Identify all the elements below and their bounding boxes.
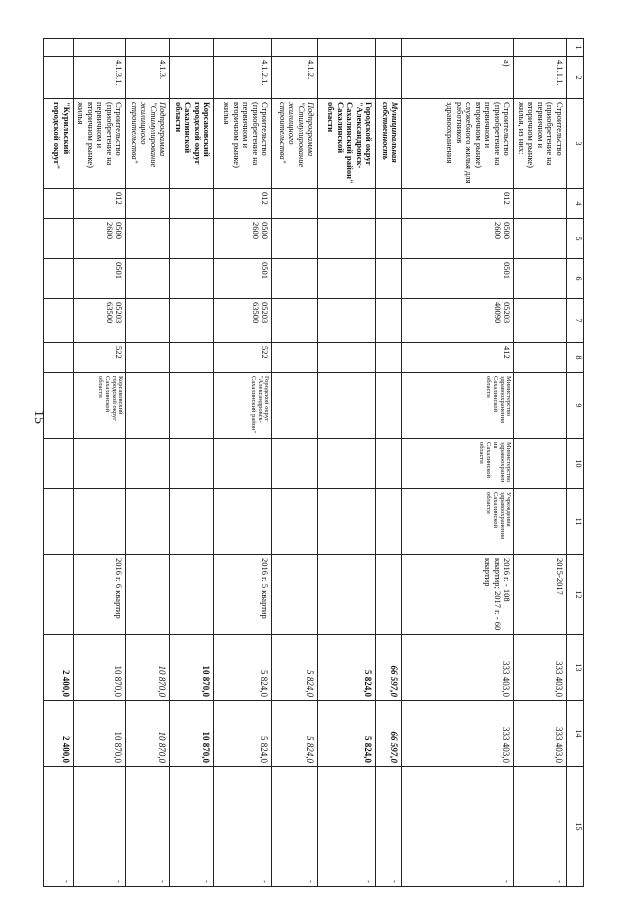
rotated-table-wrapper [52, 38, 584, 886]
table-cell [318, 343, 376, 373]
table-cell: 10 870,0 [126, 635, 170, 701]
table-cell [43, 489, 73, 555]
table-cell: 333 403,0 [514, 701, 567, 767]
table-cell: Министерство здравоохранения Сахалинской области [402, 373, 514, 439]
table-cell [170, 343, 214, 373]
table-cell: 10 870,0 [73, 635, 126, 701]
budget-table [43, 38, 584, 887]
table-cell: 10 870,0 [73, 701, 126, 767]
column-header: 9 [567, 373, 584, 439]
table-cell: Строительство (приобретение на первичном и вторичном рынке) жилья, из них: [514, 99, 567, 189]
table-cell [170, 489, 214, 555]
table-cell [402, 39, 514, 57]
table-cell [170, 439, 214, 489]
table-cell [170, 219, 214, 259]
table-cell [126, 259, 170, 299]
table-cell: 333 403,0 [402, 701, 514, 767]
table-container [52, 38, 584, 886]
column-header: 15 [567, 767, 584, 887]
table-cell [43, 39, 73, 57]
table-cell: 66 597,0 [376, 635, 402, 701]
table-cell [126, 439, 170, 489]
table-cell: 4.1.3.1. [73, 57, 126, 99]
table-cell [272, 555, 318, 635]
table-cell [170, 299, 214, 343]
table-row [318, 39, 376, 887]
table-cell [126, 373, 170, 439]
table-cell: - [402, 767, 514, 887]
table-cell [514, 373, 567, 439]
table-cell: 412 [402, 343, 514, 373]
table-cell [514, 259, 567, 299]
table-cell: Учреждения здравоохранения Сахалинской области [402, 489, 514, 555]
table-cell [43, 343, 73, 373]
table-cell: - [318, 767, 376, 887]
column-header: 3 [567, 99, 584, 189]
table-row [126, 39, 170, 887]
table-cell: 10 870,0 [126, 701, 170, 767]
table-cell [514, 219, 567, 259]
table-cell: Министерство здравоохранения Сахалинской области [402, 439, 514, 489]
table-cell: 05203 63500 [214, 299, 272, 343]
table-cell [272, 343, 318, 373]
column-header: 1 [567, 39, 584, 57]
table-cell: 0501 [214, 259, 272, 299]
table-cell [126, 219, 170, 259]
table-cell: Городской округ "Александровск-Сахалинский район" [214, 373, 272, 439]
table-cell [126, 343, 170, 373]
table-cell: - [170, 767, 214, 887]
table-cell [318, 489, 376, 555]
table-body [43, 39, 583, 887]
table-cell [272, 299, 318, 343]
table-cell: 012 [73, 189, 126, 219]
table-cell: 0501 [402, 259, 514, 299]
table-cell [126, 299, 170, 343]
table-cell: Строительство (приобретение на первичном и вторичном рынке) служебного жилья для работников здравоохранения [402, 99, 514, 189]
table-cell: 4.1.1.1. [514, 57, 567, 99]
table-cell: 522 [214, 343, 272, 373]
table-cell [376, 555, 402, 635]
table-cell [318, 439, 376, 489]
table-cell [126, 489, 170, 555]
column-header: 7 [567, 299, 584, 343]
table-cell [170, 39, 214, 57]
table-cell: Строительство (приобретение на первичном и вторичном рынке) жилья [214, 99, 272, 189]
table-cell: 5 824,0 [214, 701, 272, 767]
table-cell [318, 39, 376, 57]
table-cell [514, 299, 567, 343]
table-row [170, 39, 214, 887]
table-cell: 4.1.2. [272, 57, 318, 99]
table-cell [170, 189, 214, 219]
table-cell: 2016 г. - 108 квартир; 2017 г. - 60 квартир [402, 555, 514, 635]
table-row [214, 39, 272, 887]
table-cell [43, 299, 73, 343]
table-cell [43, 555, 73, 635]
column-header: 10 [567, 439, 584, 489]
table-cell: 012 [402, 189, 514, 219]
table-cell [318, 57, 376, 99]
table-cell [214, 39, 272, 57]
table-cell: - [514, 767, 567, 887]
table-cell [170, 57, 214, 99]
table-cell: 333 403,0 [402, 635, 514, 701]
table-cell [514, 489, 567, 555]
table-cell: 2016 г. 5 квартир [214, 555, 272, 635]
table-cell [514, 39, 567, 57]
table-cell [272, 39, 318, 57]
table-cell [318, 373, 376, 439]
table-cell [170, 259, 214, 299]
table-cell [43, 259, 73, 299]
table-cell [272, 439, 318, 489]
table-cell [376, 343, 402, 373]
table-cell: 2 400,0 [43, 701, 73, 767]
table-cell: 10 870,0 [170, 701, 214, 767]
table-cell: Городской округ "Александровск-Сахалинский район" Сахалинской области [318, 99, 376, 189]
table-cell [514, 439, 567, 489]
table-cell: Подпрограмма "Стимулирование жилищного строительства" [126, 99, 170, 189]
table-cell [73, 439, 126, 489]
table-cell: 5 824,0 [272, 635, 318, 701]
table-cell: 10 870,0 [170, 635, 214, 701]
table-cell: - [214, 767, 272, 887]
table-cell: 012 [214, 189, 272, 219]
table-cell: Корсаковский городской округ Сахалинской области [73, 373, 126, 439]
table-cell: 4.1.2.1. [214, 57, 272, 99]
table-cell: 66 597,0 [376, 701, 402, 767]
column-header: 13 [567, 635, 584, 701]
column-header: 8 [567, 343, 584, 373]
table-cell [170, 555, 214, 635]
table-cell [376, 39, 402, 57]
table-cell [272, 489, 318, 555]
table-cell [43, 219, 73, 259]
table-cell: Подпрограмма "Стимулирование жилищного строительства" [272, 99, 318, 189]
table-cell [272, 259, 318, 299]
table-cell [43, 439, 73, 489]
table-cell: а) [402, 57, 514, 99]
table-cell: 5 824,0 [318, 635, 376, 701]
table-cell: 05203 40090 [402, 299, 514, 343]
table-cell [43, 373, 73, 439]
table-cell [318, 219, 376, 259]
table-cell: 333 403,0 [514, 635, 567, 701]
table-row [272, 39, 318, 887]
table-row [402, 39, 514, 887]
table-cell: 4.1.3. [126, 57, 170, 99]
table-cell [214, 439, 272, 489]
table-cell: - [43, 767, 73, 887]
table-row [376, 39, 402, 887]
table-cell: Корсаковский городской округ Сахалинской области [170, 99, 214, 189]
table-cell: Строительство (приобретение на первичном и вторичном рынке) жилья [73, 99, 126, 189]
table-row [43, 39, 73, 887]
table-cell [318, 189, 376, 219]
table-cell: - [126, 767, 170, 887]
table-cell: 0500 2600 [73, 219, 126, 259]
table-cell: 05203 63500 [73, 299, 126, 343]
table-cell: 2015-2017 [514, 555, 567, 635]
table-cell [272, 189, 318, 219]
table-cell [214, 489, 272, 555]
table-cell [318, 299, 376, 343]
table-cell [318, 259, 376, 299]
table-cell [514, 343, 567, 373]
table-cell: 2016 г. 6 квартир [73, 555, 126, 635]
table-row [514, 39, 567, 887]
table-cell: 0501 [73, 259, 126, 299]
table-cell [318, 555, 376, 635]
table-row [73, 39, 126, 887]
table-cell: 522 [73, 343, 126, 373]
table-cell: "Курильский городской округ" [43, 99, 73, 189]
table-cell [376, 373, 402, 439]
table-cell [376, 259, 402, 299]
table-cell [376, 57, 402, 99]
table-cell [376, 439, 402, 489]
table-cell [43, 57, 73, 99]
table-cell [376, 299, 402, 343]
header-row [567, 39, 584, 887]
table-cell: 0500 2600 [214, 219, 272, 259]
table-cell [272, 373, 318, 439]
table-cell: - [376, 767, 402, 887]
table-cell: 5 824,0 [272, 701, 318, 767]
table-cell: Муниципальная собственность [376, 99, 402, 189]
table-cell [514, 189, 567, 219]
page-number: 15 [31, 410, 46, 424]
table-cell: 0500 2600 [402, 219, 514, 259]
table-cell [376, 489, 402, 555]
table-cell [170, 373, 214, 439]
column-header: 11 [567, 489, 584, 555]
column-header: 4 [567, 189, 584, 219]
column-header: 2 [567, 57, 584, 99]
table-cell [73, 489, 126, 555]
table-cell [73, 39, 126, 57]
table-cell: - [73, 767, 126, 887]
table-cell [126, 39, 170, 57]
table-cell [272, 219, 318, 259]
column-header: 12 [567, 555, 584, 635]
column-header: 14 [567, 701, 584, 767]
table-cell [126, 555, 170, 635]
column-header: 6 [567, 259, 584, 299]
table-cell [376, 219, 402, 259]
table-cell [126, 189, 170, 219]
table-cell: 5 824,0 [318, 701, 376, 767]
column-header: 5 [567, 219, 584, 259]
table-cell: - [272, 767, 318, 887]
table-cell: 2 400,0 [43, 635, 73, 701]
table-cell: 5 824,0 [214, 635, 272, 701]
table-cell [43, 189, 73, 219]
table-cell [376, 189, 402, 219]
